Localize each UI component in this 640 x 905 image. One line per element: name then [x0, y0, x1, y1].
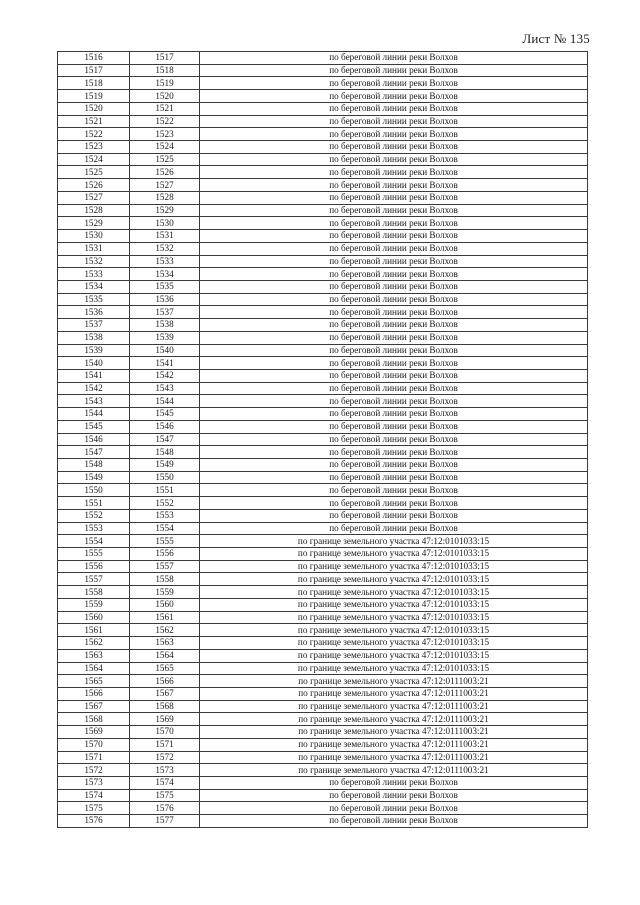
from-point-cell: 1550 — [58, 484, 130, 497]
description-cell: по береговой линии реки Волхов — [200, 64, 588, 77]
from-point-cell: 1518 — [58, 77, 130, 90]
to-point-cell: 1518 — [130, 64, 200, 77]
from-point-cell: 1561 — [58, 624, 130, 637]
description-cell: по границе земельного участка 47:12:0101033:15 — [200, 560, 588, 573]
from-point-cell: 1551 — [58, 497, 130, 510]
to-point-cell: 1532 — [130, 242, 200, 255]
description-cell: по береговой линии реки Волхов — [200, 179, 588, 192]
table-row — [58, 471, 588, 484]
to-point-cell: 1552 — [130, 497, 200, 510]
description-cell: по границе земельного участка 47:12:0111003:21 — [200, 726, 588, 739]
from-point-cell: 1568 — [58, 713, 130, 726]
description-cell: по береговой линии реки Волхов — [200, 522, 588, 535]
from-point-cell: 1552 — [58, 509, 130, 522]
table-row — [58, 815, 588, 828]
to-point-cell: 1531 — [130, 230, 200, 243]
to-point-cell: 1562 — [130, 624, 200, 637]
description-cell: по береговой линии реки Волхов — [200, 331, 588, 344]
table-row — [58, 446, 588, 459]
boundary-points-table — [57, 51, 588, 828]
table-row — [58, 357, 588, 370]
description-cell: по береговой линии реки Волхов — [200, 90, 588, 103]
description-cell: по границе земельного участка 47:12:0101033:15 — [200, 637, 588, 650]
description-cell: по береговой линии реки Волхов — [200, 408, 588, 421]
to-point-cell: 1520 — [130, 90, 200, 103]
table-row — [58, 522, 588, 535]
from-point-cell: 1520 — [58, 102, 130, 115]
to-point-cell: 1547 — [130, 433, 200, 446]
to-point-cell: 1538 — [130, 319, 200, 332]
to-point-cell: 1556 — [130, 548, 200, 561]
description-cell: по границе земельного участка 47:12:0101033:15 — [200, 649, 588, 662]
description-cell: по береговой линии реки Волхов — [200, 141, 588, 154]
description-cell: по береговой линии реки Волхов — [200, 484, 588, 497]
description-cell: по береговой линии реки Волхов — [200, 776, 588, 789]
from-point-cell: 1555 — [58, 548, 130, 561]
table-row — [58, 268, 588, 281]
from-point-cell: 1519 — [58, 90, 130, 103]
from-point-cell: 1522 — [58, 128, 130, 141]
table-row — [58, 52, 588, 65]
table-row — [58, 548, 588, 561]
from-point-cell: 1573 — [58, 776, 130, 789]
from-point-cell: 1546 — [58, 433, 130, 446]
to-point-cell: 1522 — [130, 115, 200, 128]
from-point-cell: 1525 — [58, 166, 130, 179]
table-row — [58, 382, 588, 395]
description-cell: по береговой линии реки Волхов — [200, 789, 588, 802]
table-row — [58, 586, 588, 599]
table-row — [58, 420, 588, 433]
table-row — [58, 624, 588, 637]
from-point-cell: 1562 — [58, 637, 130, 650]
description-cell: по границе земельного участка 47:12:0111003:21 — [200, 764, 588, 777]
to-point-cell: 1564 — [130, 649, 200, 662]
table-body — [58, 52, 588, 828]
table-row — [58, 433, 588, 446]
to-point-cell: 1553 — [130, 509, 200, 522]
table-row — [58, 242, 588, 255]
description-cell: по береговой линии реки Волхов — [200, 357, 588, 370]
to-point-cell: 1570 — [130, 726, 200, 739]
description-cell: по береговой линии реки Волхов — [200, 420, 588, 433]
from-point-cell: 1563 — [58, 649, 130, 662]
to-point-cell: 1527 — [130, 179, 200, 192]
description-cell: по береговой линии реки Волхов — [200, 319, 588, 332]
to-point-cell: 1576 — [130, 802, 200, 815]
table-row — [58, 344, 588, 357]
to-point-cell: 1528 — [130, 191, 200, 204]
description-cell: по границе земельного участка 47:12:0111003:21 — [200, 700, 588, 713]
description-cell: по границе земельного участка 47:12:0111003:21 — [200, 751, 588, 764]
from-point-cell: 1557 — [58, 573, 130, 586]
table-row — [58, 509, 588, 522]
description-cell: по береговой линии реки Волхов — [200, 395, 588, 408]
description-cell: по береговой линии реки Волхов — [200, 459, 588, 472]
description-cell: по границе земельного участка 47:12:0101033:15 — [200, 624, 588, 637]
to-point-cell: 1568 — [130, 700, 200, 713]
from-point-cell: 1559 — [58, 598, 130, 611]
from-point-cell: 1544 — [58, 408, 130, 421]
to-point-cell: 1542 — [130, 369, 200, 382]
from-point-cell: 1576 — [58, 815, 130, 828]
table-row — [58, 649, 588, 662]
to-point-cell: 1573 — [130, 764, 200, 777]
to-point-cell: 1551 — [130, 484, 200, 497]
from-point-cell: 1535 — [58, 293, 130, 306]
description-cell: по границе земельного участка 47:12:0101033:15 — [200, 662, 588, 675]
table-row — [58, 179, 588, 192]
description-cell: по береговой линии реки Волхов — [200, 255, 588, 268]
description-cell: по береговой линии реки Волхов — [200, 382, 588, 395]
to-point-cell: 1537 — [130, 306, 200, 319]
table-row — [58, 598, 588, 611]
to-point-cell: 1560 — [130, 598, 200, 611]
from-point-cell: 1558 — [58, 586, 130, 599]
table-row — [58, 789, 588, 802]
from-point-cell: 1554 — [58, 535, 130, 548]
from-point-cell: 1540 — [58, 357, 130, 370]
description-cell: по границе земельного участка 47:12:0101033:15 — [200, 598, 588, 611]
to-point-cell: 1535 — [130, 280, 200, 293]
to-point-cell: 1543 — [130, 382, 200, 395]
table-row — [58, 306, 588, 319]
description-cell: по береговой линии реки Волхов — [200, 280, 588, 293]
from-point-cell: 1571 — [58, 751, 130, 764]
table-row — [58, 204, 588, 217]
table-row — [58, 484, 588, 497]
from-point-cell: 1527 — [58, 191, 130, 204]
description-cell: по береговой линии реки Волхов — [200, 191, 588, 204]
from-point-cell: 1569 — [58, 726, 130, 739]
to-point-cell: 1567 — [130, 687, 200, 700]
description-cell: по береговой линии реки Волхов — [200, 52, 588, 65]
description-cell: по береговой линии реки Волхов — [200, 204, 588, 217]
description-cell: по береговой линии реки Волхов — [200, 115, 588, 128]
from-point-cell: 1539 — [58, 344, 130, 357]
description-cell: по береговой линии реки Волхов — [200, 293, 588, 306]
from-point-cell: 1570 — [58, 738, 130, 751]
description-cell: по границе земельного участка 47:12:0101033:15 — [200, 548, 588, 561]
to-point-cell: 1572 — [130, 751, 200, 764]
to-point-cell: 1530 — [130, 217, 200, 230]
description-cell: по береговой линии реки Волхов — [200, 153, 588, 166]
from-point-cell: 1530 — [58, 230, 130, 243]
to-point-cell: 1557 — [130, 560, 200, 573]
to-point-cell: 1529 — [130, 204, 200, 217]
to-point-cell: 1554 — [130, 522, 200, 535]
from-point-cell: 1541 — [58, 369, 130, 382]
description-cell: по береговой линии реки Волхов — [200, 128, 588, 141]
from-point-cell: 1516 — [58, 52, 130, 65]
to-point-cell: 1571 — [130, 738, 200, 751]
from-point-cell: 1524 — [58, 153, 130, 166]
from-point-cell: 1533 — [58, 268, 130, 281]
from-point-cell: 1529 — [58, 217, 130, 230]
table-row — [58, 128, 588, 141]
to-point-cell: 1577 — [130, 815, 200, 828]
table-row — [58, 700, 588, 713]
description-cell: по береговой линии реки Волхов — [200, 815, 588, 828]
description-cell: по береговой линии реки Волхов — [200, 217, 588, 230]
to-point-cell: 1545 — [130, 408, 200, 421]
description-cell: по береговой линии реки Волхов — [200, 509, 588, 522]
from-point-cell: 1549 — [58, 471, 130, 484]
to-point-cell: 1544 — [130, 395, 200, 408]
description-cell: по береговой линии реки Волхов — [200, 369, 588, 382]
from-point-cell: 1521 — [58, 115, 130, 128]
from-point-cell: 1534 — [58, 280, 130, 293]
table-row — [58, 191, 588, 204]
to-point-cell: 1549 — [130, 459, 200, 472]
description-cell: по береговой линии реки Волхов — [200, 471, 588, 484]
description-cell: по береговой линии реки Волхов — [200, 802, 588, 815]
description-cell: по береговой линии реки Волхов — [200, 268, 588, 281]
table-row — [58, 64, 588, 77]
table-row — [58, 611, 588, 624]
table-row — [58, 319, 588, 332]
from-point-cell: 1526 — [58, 179, 130, 192]
from-point-cell: 1556 — [58, 560, 130, 573]
to-point-cell: 1563 — [130, 637, 200, 650]
from-point-cell: 1553 — [58, 522, 130, 535]
description-cell: по границе земельного участка 47:12:0101033:15 — [200, 611, 588, 624]
from-point-cell: 1537 — [58, 319, 130, 332]
description-cell: по границе земельного участка 47:12:0111003:21 — [200, 687, 588, 700]
table-row — [58, 662, 588, 675]
from-point-cell: 1566 — [58, 687, 130, 700]
to-point-cell: 1517 — [130, 52, 200, 65]
table-row — [58, 776, 588, 789]
to-point-cell: 1525 — [130, 153, 200, 166]
to-point-cell: 1548 — [130, 446, 200, 459]
table-row — [58, 115, 588, 128]
table-row — [58, 293, 588, 306]
to-point-cell: 1534 — [130, 268, 200, 281]
table-row — [58, 637, 588, 650]
description-cell: по береговой линии реки Волхов — [200, 446, 588, 459]
to-point-cell: 1558 — [130, 573, 200, 586]
description-cell: по береговой линии реки Волхов — [200, 306, 588, 319]
from-point-cell: 1567 — [58, 700, 130, 713]
to-point-cell: 1550 — [130, 471, 200, 484]
description-cell: по береговой линии реки Волхов — [200, 102, 588, 115]
table-row — [58, 738, 588, 751]
to-point-cell: 1540 — [130, 344, 200, 357]
from-point-cell: 1528 — [58, 204, 130, 217]
from-point-cell: 1547 — [58, 446, 130, 459]
description-cell: по границе земельного участка 47:12:0111003:21 — [200, 738, 588, 751]
to-point-cell: 1546 — [130, 420, 200, 433]
description-cell: по береговой линии реки Волхов — [200, 344, 588, 357]
from-point-cell: 1536 — [58, 306, 130, 319]
from-point-cell: 1564 — [58, 662, 130, 675]
description-cell: по береговой линии реки Волхов — [200, 497, 588, 510]
description-cell: по границе земельного участка 47:12:0101033:15 — [200, 573, 588, 586]
description-cell: по границе земельного участка 47:12:0111003:21 — [200, 713, 588, 726]
to-point-cell: 1523 — [130, 128, 200, 141]
to-point-cell: 1561 — [130, 611, 200, 624]
table-row — [58, 573, 588, 586]
table-row — [58, 726, 588, 739]
sheet-number: Лист № 135 — [522, 31, 590, 46]
table-row — [58, 153, 588, 166]
table-row — [58, 166, 588, 179]
to-point-cell: 1526 — [130, 166, 200, 179]
from-point-cell: 1543 — [58, 395, 130, 408]
to-point-cell: 1539 — [130, 331, 200, 344]
to-point-cell: 1521 — [130, 102, 200, 115]
table-row — [58, 77, 588, 90]
table-row — [58, 369, 588, 382]
table-row — [58, 764, 588, 777]
table-row — [58, 280, 588, 293]
table-row — [58, 255, 588, 268]
description-cell: по береговой линии реки Волхов — [200, 230, 588, 243]
to-point-cell: 1555 — [130, 535, 200, 548]
from-point-cell: 1565 — [58, 675, 130, 688]
from-point-cell: 1532 — [58, 255, 130, 268]
from-point-cell: 1548 — [58, 459, 130, 472]
description-cell: по береговой линии реки Волхов — [200, 433, 588, 446]
to-point-cell: 1574 — [130, 776, 200, 789]
from-point-cell: 1523 — [58, 141, 130, 154]
description-cell: по границе земельного участка 47:12:0111003:21 — [200, 675, 588, 688]
from-point-cell: 1538 — [58, 331, 130, 344]
table-row — [58, 497, 588, 510]
to-point-cell: 1541 — [130, 357, 200, 370]
from-point-cell: 1545 — [58, 420, 130, 433]
table-row — [58, 230, 588, 243]
table-row — [58, 687, 588, 700]
table-row — [58, 713, 588, 726]
table-row — [58, 408, 588, 421]
to-point-cell: 1569 — [130, 713, 200, 726]
to-point-cell: 1524 — [130, 141, 200, 154]
from-point-cell: 1542 — [58, 382, 130, 395]
description-cell: по береговой линии реки Волхов — [200, 77, 588, 90]
table-row — [58, 675, 588, 688]
description-cell: по береговой линии реки Волхов — [200, 166, 588, 179]
from-point-cell: 1560 — [58, 611, 130, 624]
to-point-cell: 1536 — [130, 293, 200, 306]
description-cell: по границе земельного участка 47:12:0101033:15 — [200, 586, 588, 599]
to-point-cell: 1566 — [130, 675, 200, 688]
description-cell: по границе земельного участка 47:12:0101033:15 — [200, 535, 588, 548]
to-point-cell: 1559 — [130, 586, 200, 599]
table-row — [58, 560, 588, 573]
to-point-cell: 1575 — [130, 789, 200, 802]
description-cell: по береговой линии реки Волхов — [200, 242, 588, 255]
table-row — [58, 331, 588, 344]
table-row — [58, 802, 588, 815]
table-row — [58, 751, 588, 764]
from-point-cell: 1572 — [58, 764, 130, 777]
to-point-cell: 1533 — [130, 255, 200, 268]
to-point-cell: 1565 — [130, 662, 200, 675]
from-point-cell: 1575 — [58, 802, 130, 815]
from-point-cell: 1531 — [58, 242, 130, 255]
from-point-cell: 1574 — [58, 789, 130, 802]
table-row — [58, 141, 588, 154]
table-row — [58, 102, 588, 115]
table-row — [58, 217, 588, 230]
table-row — [58, 535, 588, 548]
from-point-cell: 1517 — [58, 64, 130, 77]
to-point-cell: 1519 — [130, 77, 200, 90]
table-row — [58, 90, 588, 103]
table-row — [58, 459, 588, 472]
table-row — [58, 395, 588, 408]
